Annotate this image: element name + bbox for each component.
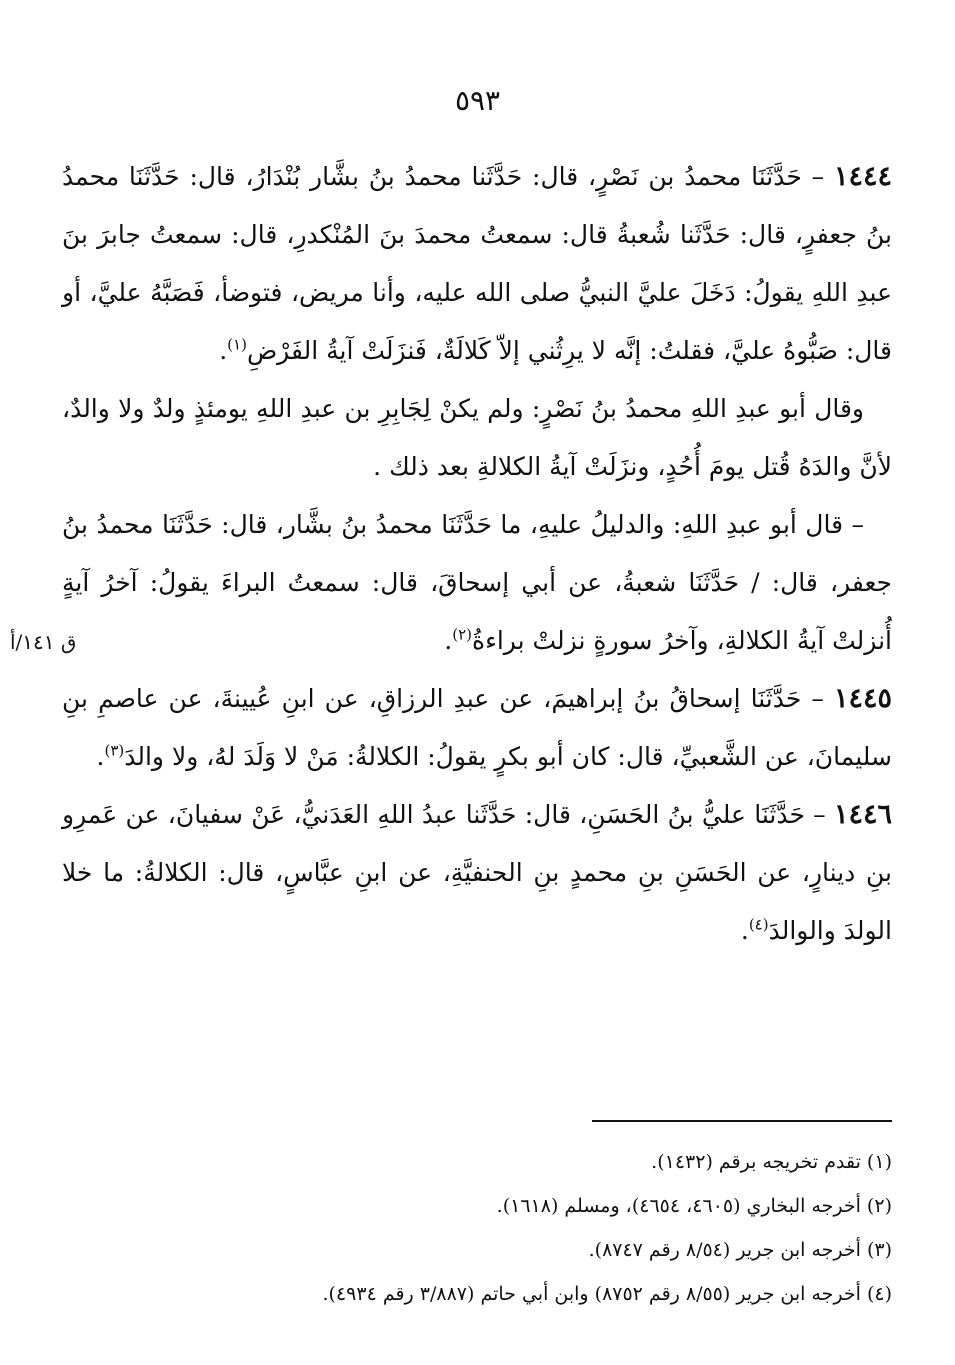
paragraph-end: . bbox=[219, 336, 228, 365]
hadith-number: ١٤٤٥ bbox=[833, 683, 892, 714]
footnote-ref: (١) bbox=[227, 335, 247, 354]
page-number: ٥٩٣ bbox=[454, 84, 501, 117]
hadith-text: – حَدَّثَنَا محمدُ بن نَصْرٍ، قال: حَدَّثَنا محمدُ بنُ بشَّار بُنْدَارُ، قال: حَدَّثَنَا محمدُ بنُ جعفرٍ، قال: حَدَّثَنا شُعبةُ قال: سمعتُ محمدَ بنَ المُنْكدرِ، قال: سمعتُ جابرَ بنَ عبدِ اللهِ يقولُ: دَخَلَ عليَّ النبيُّ صلى الله عليه، وأنا مريض، فتوضأ، فَصَبَّهُ عليَّ، أو قال: صَبُّوهُ عليَّ، فقلتُ: إنَّه لا يرِثُني إلاّ كَلالَةٌ، فَنزَلَتْ آيةُ الفَرْضِ bbox=[62, 162, 892, 365]
paragraph-end: . bbox=[96, 742, 105, 771]
paragraph-end: . bbox=[444, 626, 453, 655]
hadith-paragraph bbox=[62, 148, 892, 380]
footnote: (٤) أخرجه ابن جرير (٨/٥٥ رقم ٨٧٥٢) وابن أبي حاتم (٣/٨٨٧ رقم ٤٩٣٤). bbox=[322, 1283, 892, 1305]
commentary-text: وقال أبو عبدِ اللهِ محمدُ بنُ نَصْرٍ: ولم يكنْ لِجَابِرِ بن عبدِ اللهِ يومئذٍ ولدٌ ولا والدٌ، لأنَّ والدَهُ قُتل يومَ أُحُدٍ، ونزَلَتْ آيةُ الكلالةِ بعد ذلك . bbox=[62, 394, 892, 481]
footnote-ref: (٢) bbox=[452, 625, 472, 644]
commentary-paragraph bbox=[62, 380, 892, 496]
footnote: (١) تقدم تخريجه برقم (١٤٣٢). bbox=[651, 1151, 892, 1173]
footnote: (٢) أخرجه البخاري (٤٦٠٥، ٤٦٥٤)، ومسلم (١٦١٨). bbox=[496, 1195, 892, 1217]
footnote-ref: (٣) bbox=[104, 741, 125, 760]
footnotes bbox=[62, 1140, 892, 1316]
commentary-text: – قال أبو عبدِ اللهِ: والدليلُ عليهِ، ما حَدَّثَنَا محمدُ بنُ بشَّار، قال: حَدَّثَنَا محمدُ بنُ جعفر، قال: / حَدَّثَنَا شعبةُ، عن أبي إسحاقَ، قال: سمعتُ البراءَ يقولُ: آخرُ آيةٍ أُنزلتْ آيةُ الكلالةِ، وآخرُ سورةٍ نزلتْ براءةُ bbox=[62, 510, 892, 655]
hadith-paragraph bbox=[62, 786, 892, 960]
hadith-number: ١٤٤٤ bbox=[833, 161, 892, 192]
manuscript-folio-note: ق ١٤١/أ bbox=[10, 630, 77, 654]
hadith-text: – حَدَّثَنَا إسحاقُ بنُ إبراهيمَ، عن عبدِ الرزاقِ، عن ابنِ عُيينةَ، عن عاصمِ بنِ سليمانَ، عن الشَّعبيِّ، قال: كان أبو بكرٍ يقولُ: الكلالةُ: مَنْ لا وَلَدَ لهُ، ولا والدَ bbox=[62, 684, 892, 771]
hadith-paragraph bbox=[62, 670, 892, 786]
hadith-number: ١٤٤٦ bbox=[833, 799, 892, 830]
main-text bbox=[62, 148, 892, 960]
paragraph-end: . bbox=[740, 916, 749, 945]
footnote: (٣) أخرجه ابن جرير (٨/٥٤ رقم ٨٧٤٧). bbox=[588, 1239, 892, 1261]
commentary-paragraph bbox=[62, 496, 892, 670]
footnote-ref: (٤) bbox=[748, 915, 769, 934]
footnote-divider bbox=[592, 1120, 892, 1122]
hadith-text: – حَدَّثَنَا عليُّ بنُ الحَسَنِ، قال: حَدَّثَنا عبدُ اللهِ العَدَنيُّ، عَنْ سفيانَ، عن عَمرِو بنِ دينارٍ، عن الحَسَنِ بنِ محمدٍ بنِ الحنفيَّةِ، عن ابنِ عبَّاسٍ، قال: الكلالةُ: ما خلا الولدَ والوالدَ bbox=[62, 800, 892, 945]
